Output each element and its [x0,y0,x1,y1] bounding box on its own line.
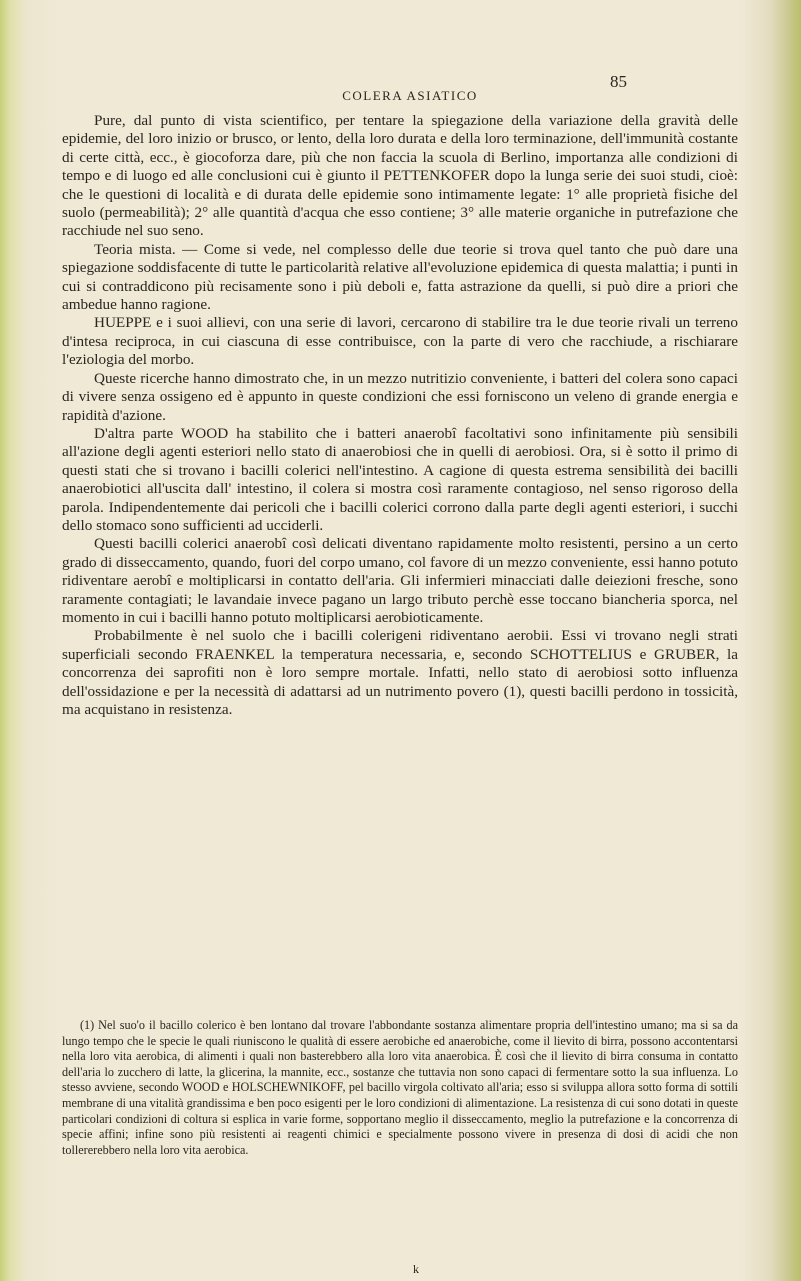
main-text [62,112,738,719]
footnotes [62,1018,738,1158]
paragraph: Teoria mista. — Come si vede, nel complesso delle due teorie si trova quel tanto che può dare una spiegazione soddisfacente di tutte le particolarità relative all'evoluzione epidemica di questa malattia; i punti in cui si contraddicono più recisamente sono i più deboli e, fatta astrazione da quelli, si può dire a priori che ambedue hanno ragione. [62,240,738,314]
paragraph: Pure, dal punto di vista scientifico, per tentare la spiegazione della variazione della gravità delle epidemie, del loro inizio or brusco, or lento, della loro durata e della loro terminazione, dell'immunità costante di certe città, ecc., è giocoforza dare, più che non faccia la scuola di Berlino, importanza alle condizioni di tempo e di luogo ed alle conclusioni cui è giunto il PETTENKOFER dopo la lunga serie dei suoi studi, cioè: che le questioni di località e di durata delle epidemie sono intimamente legate: 1° alle proprietà fisiche del suolo (permeabilità); 2° alle quantità d'acqua che esso contiene; 3° alle materie organiche in putrefazione che racchiude nel suo seno. [62,112,738,240]
footnote: (1) Nel suo'o il bacillo colerico è ben lontano dal trovare l'abbondante sostanza alimentare propria dell'intestino umano; ma si sa da lungo tempo che le specie le quali riuniscono le qualità di essere aerobiche ed anaerobiche, come il lievito di birra, possono accontentarsi nella loro vita aerobica, di alimenti i quali non basterebbero alla loro vita anaerobica. È così che il lievito di birra consuma in contatto dell'aria lo zucchero di latte, la glicerina, la mannite, ecc., sostanze che tuttavia non sono capaci di fermentare sotto la sua influenza. Lo stesso avviene, secondo WOOD e HOLSCHEWNIKOFF, pel bacillo virgola coltivato all'aria; esso si sviluppa allora sotto forma di sottili membrane di una vitalità grandissima e ben poco esigenti per le loro condizioni di alimentazione. La resistenza di cui sono dotati in queste particolari condizioni di coltura si esplica in varie forme, sopportano meglio il disseccamento, meglio la putrefazione e la concorrenza di specie affini; infine sono più resistenti ai reagenti chimici e specialmente possono vivere in presenza di dosi di acidi che non tollererebbero nella loro vita aerobica. [62,1018,738,1157]
paragraph: Questi bacilli colerici anaerobî così delicati diventano rapidamente molto resistenti, persino a un certo grado di disseccamento, quando, fuori del corpo umano, col favore di un mezzo conveniente, essi hanno potuto ridiventare aerobî e moltiplicarsi in contatto dell'aria. Gli infermieri minacciati dalle deiezioni fresche, sono raramente contagiati; le lavandaie invece pagano un largo tributo perchè esse toccano biancheria sporca, nel momento in cui i bacilli hanno potuto moltiplicarsi aerobioticamente. [62,535,738,626]
page-number: 85 [610,72,627,91]
paragraph: HUEPPE e i suoi allievi, con una serie di lavori, cercarono di stabilire tra le due teorie rivali un terreno d'intesa reciproca, in cui ciascuna di esse contribuisce, con la parte di vero che racchiude, a rischiarare l'eziologia del morbo. [62,314,738,369]
printer-mark: k [413,1262,419,1276]
paragraph: Queste ricerche hanno dimostrato che, in un mezzo nutritizio conveniente, i batteri del colera sono capaci di vivere senza ossigeno ed è appunto in queste condizioni che essi forniscono un veleno di grande energia e rapidità d'azione. [62,369,738,424]
running-title: COLERA ASIATICO [342,88,478,103]
paragraph: D'altra parte WOOD ha stabilito che i batteri anaerobî facoltativi sono infinitamente più sensibili all'azione degli agenti esteriori nello stato di anaerobiosi che in quelli di aerobiosi. Ora, si è sotto il primo di questi stati che si trovano i bacilli colerici nell'intestino. A cagione di questa estrema sensibilità dei bacilli anaerobiotici all'uscita dall' intestino, il colera si mostra così raramente contagioso, nel senso rigoroso della parola. Indipendentemente dai pericoli che i bacilli colerici corrono dalla parte degli agenti esteriori, i succhi dello stomaco sono sufficienti ad ucciderli. [62,424,738,534]
paragraph: Probabilmente è nel suolo che i bacilli colerigeni ridiventano aerobii. Essi vi trovano negli strati superficiali secondo FRAENKEL la temperatura necessaria, e, secondo SCHOTTELIUS e GRUBER, la concorrenza dei saprofiti non è loro sempre mortale. Infatti, nello stato di aerobiosi sotto influenza dell'ossidazione e per la necessità di adattarsi ad un nutrimento povero (1), questi bacilli perdono in tossicità, ma acquistano in resistenza. [62,627,738,718]
